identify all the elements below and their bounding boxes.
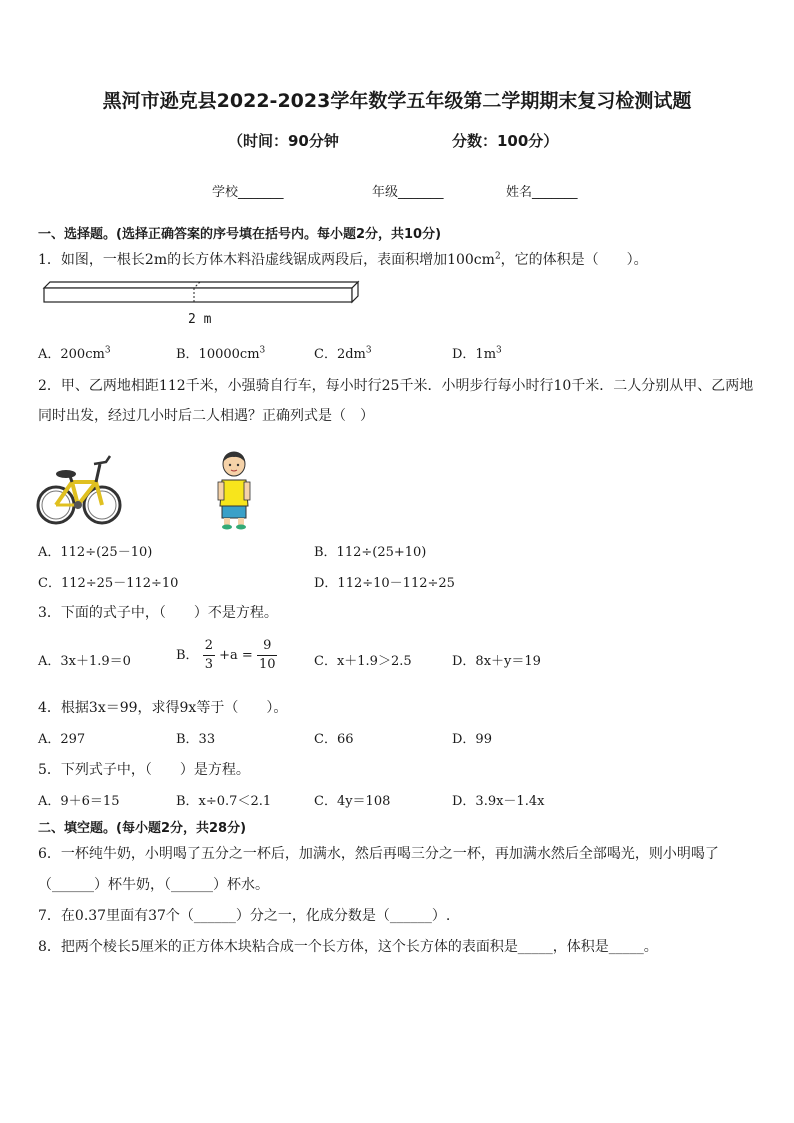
q3-option-a: A．3x＋1.9＝0 [38, 654, 131, 669]
q1-option-d: D．$1m^3$ [452, 345, 502, 362]
q1-option-b: B．$10000cm^3$ [176, 345, 266, 362]
q1-option-a: A．$200cm^3$ [38, 345, 111, 362]
question-4: 4．根据3x＝99，求得9x等于（ ）。 [38, 700, 288, 716]
page-title: 黑河市逊克县2022-2023学年数学五年级第二学期期末复习检测试题 [102, 90, 692, 112]
beam-length-label: 2 m [188, 312, 212, 327]
question-8: 8．把两个棱长5厘米的正方体木块粘合成一个长方体，这个长方体的表面积是_____，体积是_____。 [38, 939, 658, 955]
question-1: 1．如图，一根长2m的长方体木料沿虚线锯成两段后，表面积增加$100cm^2$，它的体积是（ ）。 [38, 251, 648, 268]
bicycle-icon [36, 452, 124, 528]
q4-option-b: B．33 [176, 732, 216, 747]
exam-score: 分数：100分） [452, 132, 559, 150]
exam-time: （时间：90分钟 [228, 132, 339, 150]
question-7: 7．在0.37里面有37个（______）分之一，化成分数是（______）. [38, 908, 451, 924]
q3-option-c: C．x＋1.9＞2.5 [314, 654, 412, 669]
boy-walking-icon [210, 450, 260, 530]
q2-option-c: C．112÷25－112÷10 [38, 576, 179, 591]
question-2-line-1: 2．甲、乙两地相距112千米，小强骑自行车，每小时行25千米．小明步行每小时行10千米．二人分别从甲、乙两地 [38, 378, 754, 394]
q5-option-b: B．x÷0.7＜2.1 [176, 794, 272, 809]
fraction-two-thirds: $\frac{2}{3}$ [204, 638, 213, 672]
q5-option-a: A．9＋6＝15 [38, 794, 120, 809]
q5-option-c: C．4y＝108 [314, 794, 391, 809]
q4-option-a: A．297 [38, 732, 86, 747]
question-5: 5．下列式子中，（ ）是方程。 [38, 762, 250, 778]
section-2-title: 二、填空题。(每小题2分，共28分) [38, 821, 247, 836]
q3-option-b: B． $\frac{2}{3}$ +a = $\frac{9}{10}$ [176, 638, 276, 672]
question-6-line-2: （______）杯牛奶，（______）杯水。 [38, 877, 269, 893]
school-field: 学校_______ [212, 185, 284, 200]
section-1-title: 一、选择题。(选择正确答案的序号填在括号内。每小题2分，共10分) [38, 227, 442, 242]
q3-option-d: D．8x＋y＝19 [452, 654, 541, 669]
class-field: 年级_______ [372, 185, 444, 200]
name-field: 姓名_______ [506, 185, 578, 200]
question-3: 3．下面的式子中，（ ）不是方程。 [38, 605, 278, 621]
question-6-line-1: 6．一杯纯牛奶，小明喝了五分之一杯后，加满水，然后再喝三分之一杯，再加满水然后全部喝光，则小明喝了 [38, 846, 719, 862]
wood-beam-figure [40, 280, 362, 306]
fraction-nine-tenths: $\frac{9}{10}$ [258, 638, 276, 672]
question-2-line-2: 同时出发，经过几小时后二人相遇？正确列式是（ ） [38, 408, 374, 424]
q2-option-d: D．112÷10－112÷25 [314, 576, 455, 591]
q2-option-b: B．112÷(25+10) [314, 545, 427, 560]
q1-option-c: C．$2dm^3$ [314, 345, 372, 362]
q5-option-d: D．3.9x－1.4x [452, 794, 545, 809]
q4-option-d: D．99 [452, 732, 492, 747]
q2-option-a: A．112÷(25－10) [38, 545, 153, 560]
q4-option-c: C．66 [314, 732, 354, 747]
